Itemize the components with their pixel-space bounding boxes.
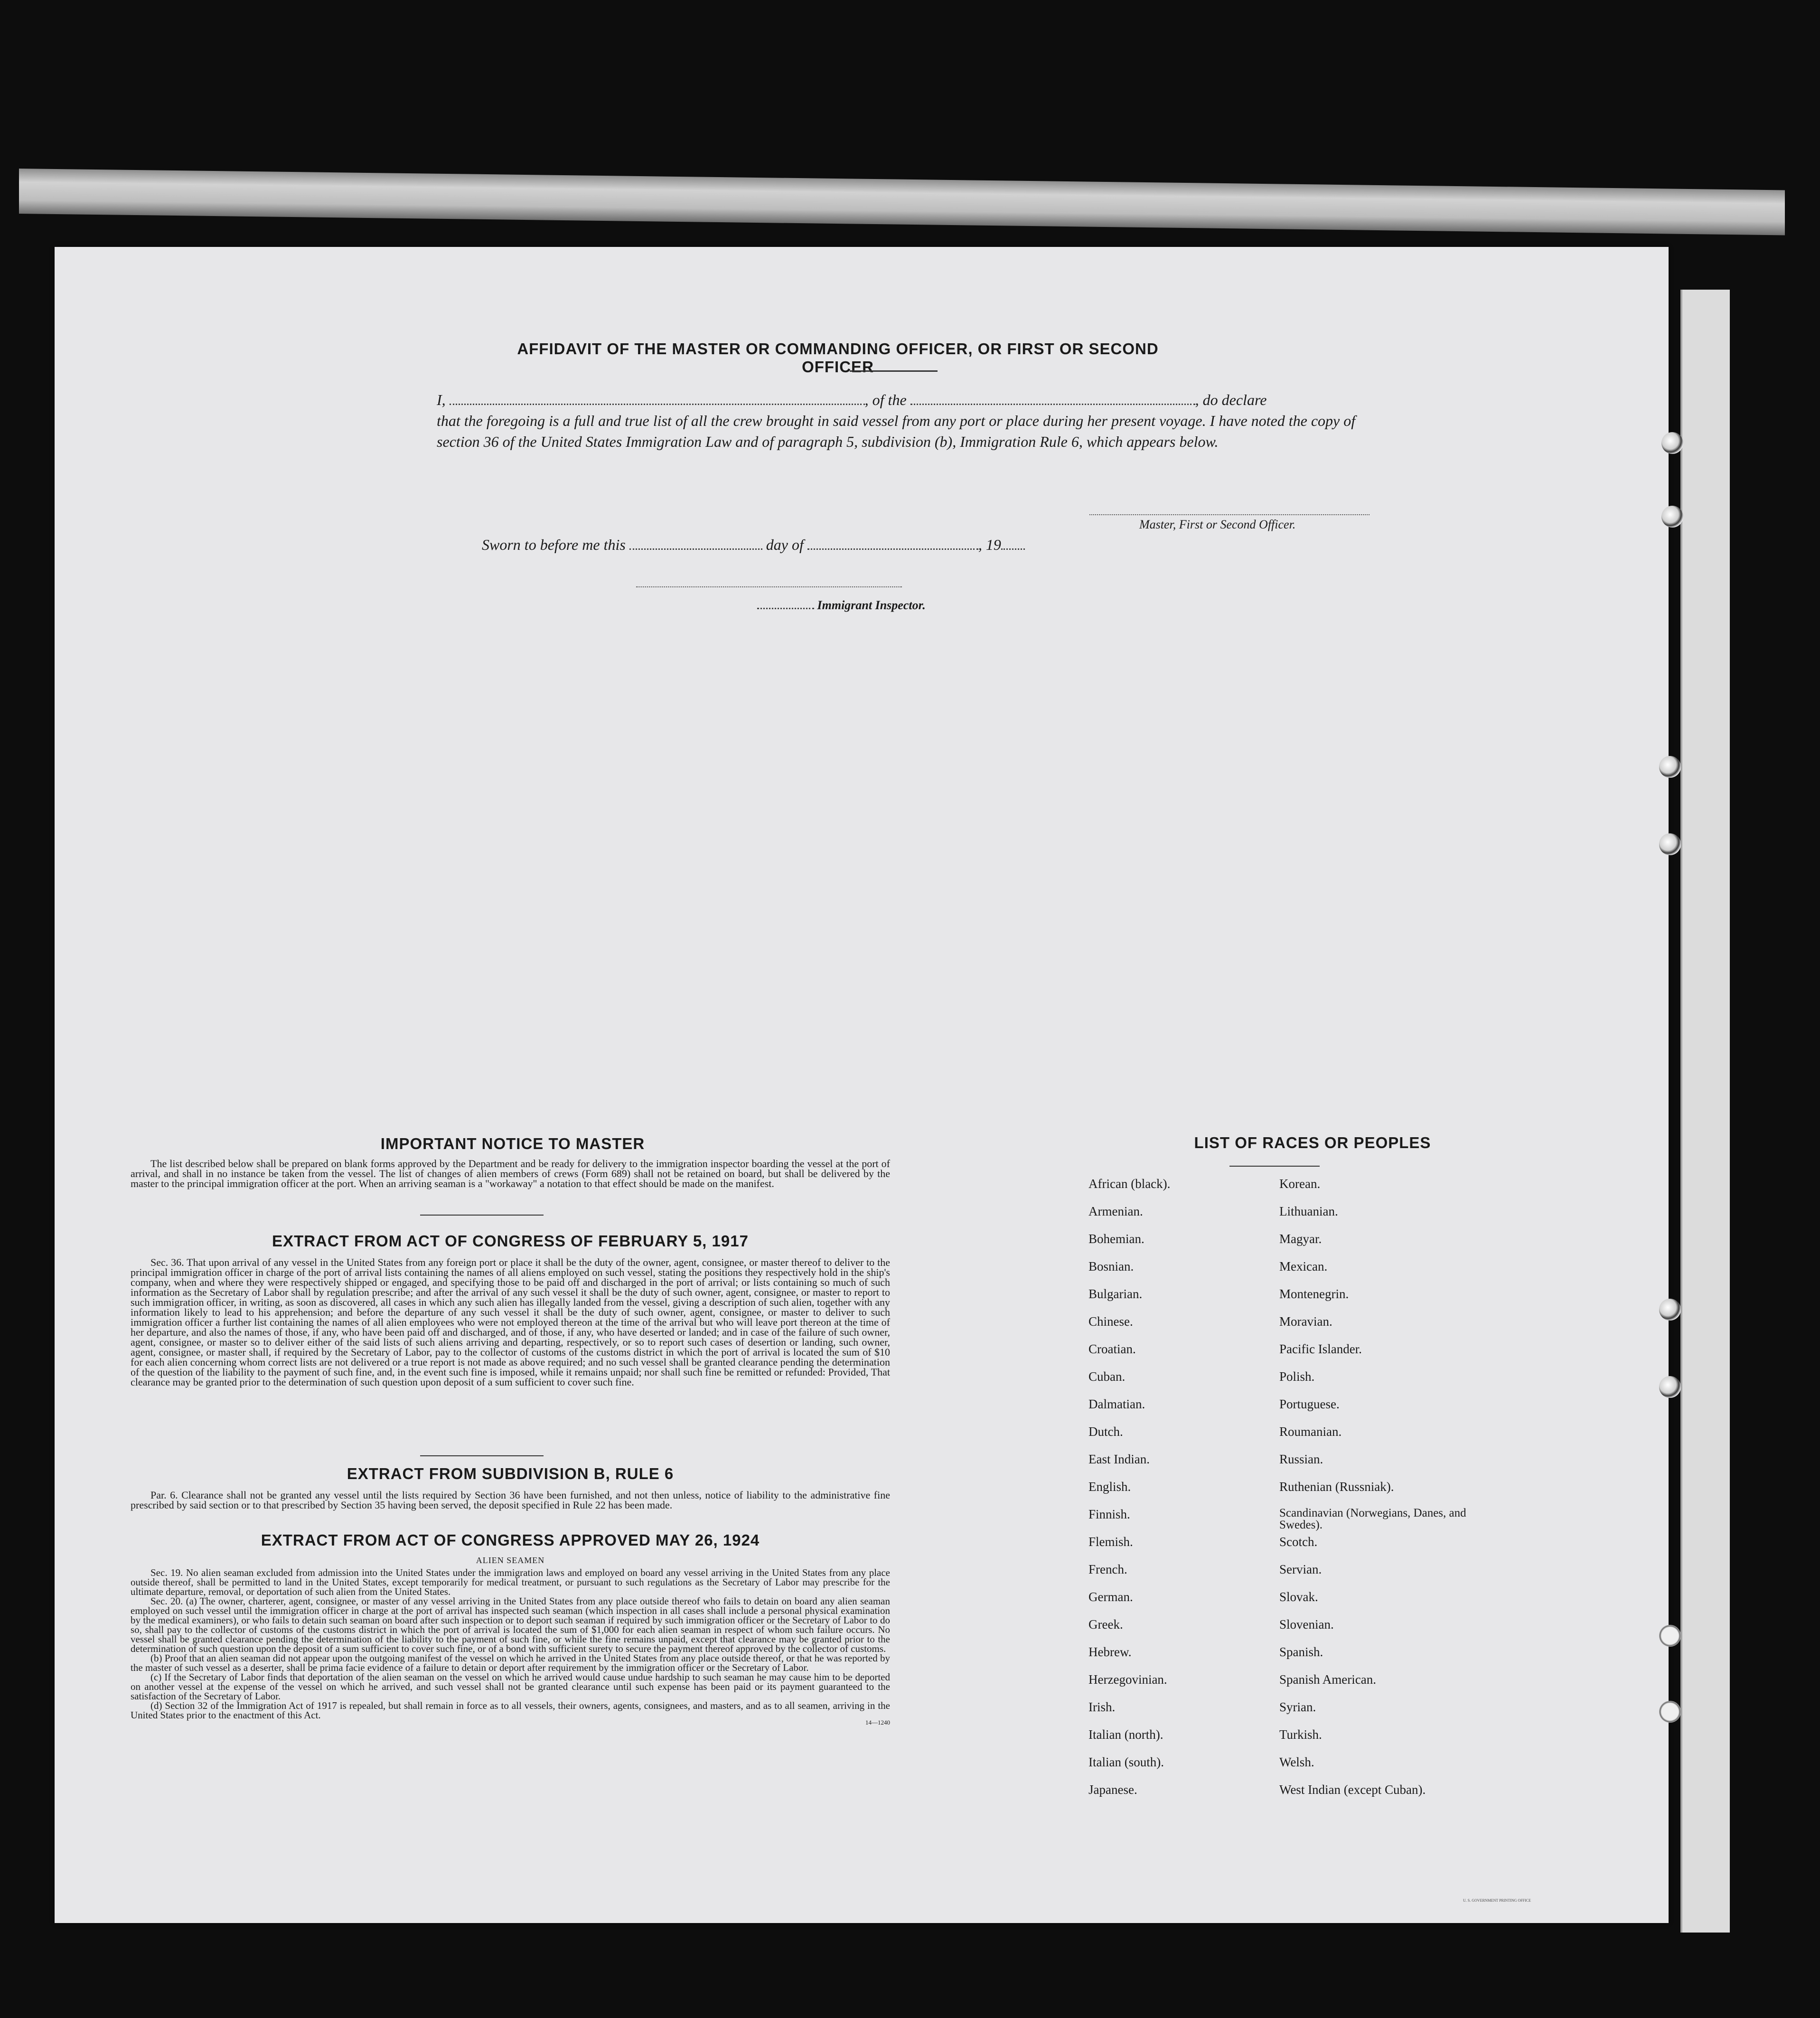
race-item: Dutch. [1088,1424,1123,1439]
sworn-year-blank[interactable] [1001,546,1025,550]
form-number: 14—1240 [865,1719,890,1726]
races-heading: LIST OF RACES OR PEOPLES [1194,1134,1431,1151]
notice-text-block [131,1159,890,1188]
binder-hole-icon [1659,756,1681,778]
extract-1917-heading: EXTRACT FROM ACT OF CONGRESS OF FEBRUARY 5, 1917 [272,1232,749,1250]
race-item: Korean. [1279,1177,1321,1191]
section-36-text: Sec. 36. That upon arrival of any vessel in the United States from any foreign port or place it shall be the duty of the owner, agent, consignee, or master thereof to deliver to the principal immigration officer in charge of the port of arrival lists containing the names of all aliens employed on such vessel, stating the positions they respectively hold in the ship's company, when and where they were respectively shipped or engaged, and specifying those to be paid off and discharged in the port of arrival; or lists containing so much of such information as the Secretary of Labor shall by regulation prescribe; and after the arrival of any such vessel it shall be the duty of such owner, agent, consignee, or master to report to such immigration officer, in writing, as soon as discovered, all cases in which any such alien has illegally landed from the vessel, giving a description of such alien, together with any information likely to lead to his apprehension; and before the departure of any such vessel it shall be the duty of such owner, agent, consignee, or master to deliver to such immigration officer a further list containing the names of all alien employees who were not employed thereon at the time of the arrival but who will leave port thereon at the time of her departure, and also the names of those, if any, who have been paid off and discharged, and of those, if any, who have deserted or landed; and in case of the failure of such owner, agent, consignee, or master so to deliver either of the said lists of such aliens arriving and departing, respectively, or so to report such cases of desertion or landing, such owner, agent, consignee, or master shall, if required by the Secretary of Labor, pay to the collector of customs of the customs district in which the port of arrival is located the sum of $10 for each alien concerning whom correct lists are not delivered or a true report is not made as above required; and no such vessel shall be granted clearance pending the determination of the question of the liability to the payment of such fine, and, in the event such fine is imposed, while it remains unpaid; nor shall such fine be remitted or refunded: Provided, That clearance may be granted prior to the determination of such question upon deposit of a sum sufficient to cover such fine. [131,1256,890,1388]
race-item: Flemish. [1088,1535,1133,1549]
race-item: Finnish. [1088,1507,1130,1521]
folded-sheet-edge [19,169,1785,235]
sworn-month-blank[interactable] [807,546,978,550]
binder-hole-icon [1661,432,1683,454]
binder-hole-icon [1659,833,1681,855]
race-item: Mexican. [1279,1259,1328,1273]
race-item: Bosnian. [1088,1259,1134,1273]
master-signature-line[interactable] [1089,514,1370,515]
race-item: Italian (north). [1088,1727,1163,1742]
race-item: Ruthenian (Russniak). [1279,1480,1394,1494]
binder-hole-icon [1659,1625,1681,1647]
race-item: Greek. [1088,1617,1123,1631]
name-blank[interactable] [450,401,865,405]
race-item: German. [1088,1590,1133,1604]
race-item: Lithuanian. [1279,1204,1338,1218]
year-label: , 19 [978,536,1001,553]
section-20a-text: Sec. 20. (a) The owner, charterer, agent, consignee, or master of any vessel arriving in the United States from any place outside thereof who fails to detain on board any alien seaman employed on such vessel until the immigration officer in charge at the port of arrival has inspected such seaman (which inspection in all cases shall include a personal physical examination by the medical examiners), or who fails to detain such seaman on board after such inspection or to deport such seaman if required by such immigration officer or the Secretary of Labor to do so, shall pay to the collector of customs of the customs district in which the port of arrival is located the sum of $1,000 for each alien seaman in respect of whom such failure occurs. No vessel shall be granted clearance pending the determination of the liability to the payment of such fine, or while the fine remains unpaid, except that clearance may be granted prior to the determination of such question upon the deposit of a sum sufficient to cover such fine, or of a bond with sufficient surety to secure the payment thereof approved by the collector of customs. [131,1595,890,1654]
title-divider [850,370,938,372]
day-of-label: day of [766,536,804,553]
race-item: Armenian. [1088,1204,1143,1218]
race-item: West Indian (except Cuban). [1279,1782,1426,1797]
race-item: Montenegrin. [1279,1287,1349,1301]
race-item: Roumanian. [1279,1424,1342,1439]
race-item: East Indian. [1088,1452,1150,1466]
race-item: Hebrew. [1088,1645,1132,1659]
rule-6-text: Par. 6. Clearance shall not be granted any vessel until the lists required by Section 36 have been furnished, and not then unless, notice of liability to the administrative fine prescribed by said section or to that prescribed by Section 35 having been served, the deposit specified in Rule 22 has been made. [131,1489,890,1511]
section-20d-text: (d) Section 32 of the Immigration Act of 1917 is repealed, but shall remain in force as to all vessels, their owners, agents, consignees, and masters, and as to all seamen, arriving in the United States prior to the enactment of this Act. [131,1700,890,1721]
race-item: Bulgarian. [1088,1287,1143,1301]
race-item: Spanish American. [1279,1672,1376,1687]
binder-hole-icon [1659,1701,1681,1723]
race-item: Cuban. [1088,1369,1126,1384]
notice-heading: IMPORTANT NOTICE TO MASTER [380,1135,645,1152]
race-item: Herzegovinian. [1088,1672,1167,1687]
extract-1924-block [131,1554,890,1727]
race-item: Spanish. [1279,1645,1323,1659]
binder-hole-icon [1659,1299,1681,1320]
notice-text: The list described below shall be prepared on blank forms approved by the Department and be ready for delivery to the immigration inspector boarding the vessel at the port of arrival, and shall in no instance be taken from the vessel. The list of changes of alien members of crews (Form 689) shall not be retained on board, but shall be delivered by the master to the principal immigration officer at the port. When an arriving seaman is a "workaway" a notation to that effect should be made on the manifest. [131,1158,890,1189]
race-item: French. [1088,1562,1127,1576]
race-item: Servian. [1279,1562,1322,1576]
affidavit-body: that the foregoing is a full and true list of all the crew brought in said vessel from any port or place during her present voyage. I have noted the copy of section 36 of the United States Immigration Law and of paragraph 5, subdivision (b), Immigration Rule 6, which appears below. [437,412,1356,450]
underlying-sheet [1680,290,1730,1933]
race-item: Portuguese. [1279,1397,1340,1411]
race-item: Pacific Islander. [1279,1342,1362,1356]
master-signature-label: Master, First or Second Officer. [1139,518,1296,531]
inspector-line [757,598,926,613]
section-20c-text: (c) If the Secretary of Labor finds that deportation of the alien seaman on the vessel on which he arrived would cause undue hardship to such seaman he may cause him to be deported on another vessel at the expense of the vessel on which he arrived, and such vessel shall not be granted clearance until such expense has been paid or its payment guaranteed to the satisfaction of the Secretary of Labor. [131,1671,890,1702]
affidavit-of-the-label: , of the [864,391,907,408]
inspector-label: Immigrant Inspector. [817,598,926,612]
extract-1917-block [131,1257,890,1387]
race-item: English. [1088,1480,1131,1494]
affidavit-declare-label: , do declare [1195,391,1267,408]
race-item: Polish. [1279,1369,1315,1384]
affidavit-i-label: I, [437,391,446,408]
races-right-column [1279,1177,1469,1810]
rule-6-block [131,1490,890,1510]
race-item: Welsh. [1279,1755,1314,1769]
race-item: Slovenian. [1279,1617,1334,1631]
section-19-text: Sec. 19. No alien seaman excluded from admission into the United States under the immigration laws and employed on board any vessel arriving in the United States from any place outside thereof, shall be permitted to land in the United States, except temporarily for medical treatment, or pursuant to such regulations as the Secretary of Labor may prescribe for the ultimate departure, removal, or deportation of such alien from the United States. [131,1567,890,1597]
sworn-day-blank[interactable] [629,546,762,550]
affidavit-title: AFFIDAVIT OF THE MASTER OR COMMANDING OFFICER, OR FIRST OR SECOND OFFICER [517,340,1159,376]
races-divider [1229,1166,1320,1167]
race-item: Irish. [1088,1700,1116,1714]
affidavit-text [437,389,1367,452]
race-item: Russian. [1279,1452,1323,1466]
race-item: Syrian. [1279,1700,1316,1714]
race-item: Slovak. [1279,1590,1318,1604]
section-20b-text: (b) Proof that an alien seaman did not appear upon the outgoing manifest of the vessel on which he arrived in the United States from any place outside thereof, or that he was reported by the master of such vessel as a deserter, shall be prima facie evidence of a failure to detain or deport after requirement by the immigration officer or the Secretary of Labor. [131,1652,890,1673]
extract-1924-heading: EXTRACT FROM ACT OF CONGRESS APPROVED MAY 26, 1924 [261,1531,760,1549]
race-item: Italian (south). [1088,1755,1164,1769]
races-left-column [1088,1177,1170,1810]
sworn-label: Sworn to before me this [482,536,626,553]
notice-divider [420,1215,544,1216]
race-item: Scandinavian (Norwegians, Danes, and Swedes). [1279,1507,1466,1531]
race-item: African (black). [1088,1177,1171,1191]
extract-1917-divider [420,1455,544,1456]
affidavit-line-1 [437,389,1367,410]
race-item: Moravian. [1279,1314,1332,1329]
rule-6-heading: EXTRACT FROM SUBDIVISION B, RULE 6 [347,1465,674,1482]
race-item: Croatian. [1088,1342,1136,1356]
race-item: Scotch. [1279,1535,1318,1549]
inspector-blank[interactable] [757,606,814,609]
race-item: Bohemian. [1088,1232,1145,1246]
printer-imprint: U. S. GOVERNMENT PRINTING OFFICE [1463,1898,1531,1903]
race-item: Chinese. [1088,1314,1133,1329]
race-item: Magyar. [1279,1232,1322,1246]
vessel-blank[interactable] [910,401,1195,405]
binder-hole-icon [1661,506,1683,528]
race-item: Dalmatian. [1088,1397,1145,1411]
binder-hole-icon [1659,1376,1681,1398]
alien-seamen-subheading: ALIEN SEAMEN [476,1556,545,1565]
race-item: Turkish. [1279,1727,1322,1742]
sworn-line [482,534,1194,555]
race-item: Japanese. [1088,1782,1137,1797]
form-page [55,247,1669,1923]
inspector-signature-line[interactable] [636,586,902,587]
